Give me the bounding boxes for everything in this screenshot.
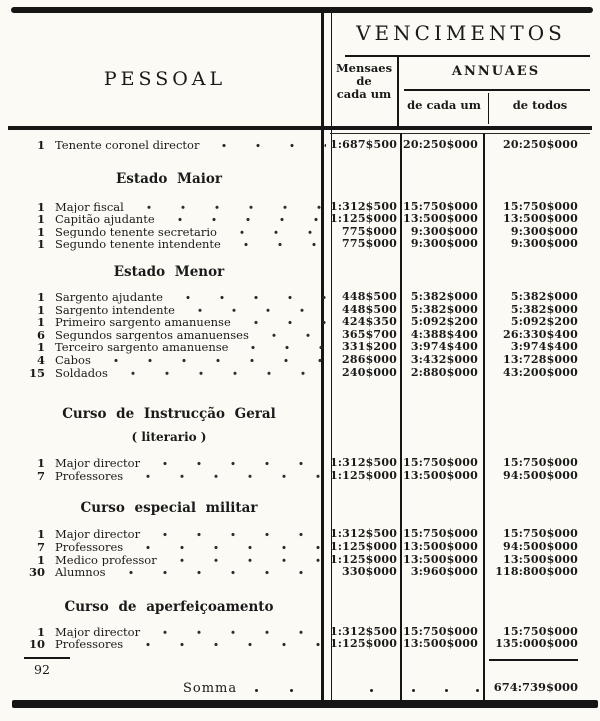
monthly-each-value: 365$700 [342, 327, 397, 341]
leader-dots [114, 566, 326, 579]
row-quantity: 30 [28, 565, 45, 580]
annual-each-value: 9:300$000 [410, 224, 478, 238]
table-row [8, 226, 592, 239]
monthly-each-value: 775$000 [342, 224, 397, 238]
row-title-text: Medico professor [55, 553, 157, 567]
table-body [8, 139, 592, 651]
table-row [8, 566, 592, 579]
mensaes-line1: Mensaes [335, 61, 393, 75]
monthly-each-value: 1:125$000 [330, 468, 398, 482]
personnel-total-count: 92 [34, 662, 50, 677]
monthly-each-value: 1:125$000 [330, 539, 398, 553]
leader-dots [171, 291, 326, 304]
table-row [8, 354, 592, 367]
table-row [8, 541, 592, 554]
monthly-each-value: 775$000 [342, 237, 397, 251]
table-row [8, 139, 592, 152]
row-title-text: Professores [55, 638, 124, 651]
section-subheading: ( literario ) [131, 430, 207, 445]
annual-all-value: 26:330$400 [503, 327, 578, 341]
section-heading: Estado Maior [116, 170, 222, 187]
leader-dots [148, 457, 326, 470]
annual-each-value: 15:750$000 [403, 527, 478, 541]
annual-all-value: 94:500$000 [503, 468, 578, 482]
table-section [8, 172, 592, 251]
row-title [48, 291, 330, 304]
leader-dot [290, 689, 293, 692]
table-section [8, 501, 592, 578]
row-quantity: 1 [36, 237, 45, 252]
table-section [8, 265, 592, 379]
row-title-text: Terceiro sargento amanuense [55, 341, 229, 354]
annual-all-value: 5:382$000 [510, 289, 578, 303]
row-quantity: 7 [36, 539, 45, 554]
annuaes-underline-rule [404, 89, 590, 91]
row-title-text: Major director [55, 457, 141, 470]
row-quantity: 1 [36, 289, 45, 304]
row-quantity: 1 [36, 302, 45, 317]
grand-total-rule [489, 659, 578, 661]
annual-all-value: 118:800$000 [495, 565, 578, 579]
section-heading: Curso especial militar [80, 500, 258, 517]
annual-each-value: 15:750$000 [403, 624, 478, 638]
monthly-each-value: 1:125$000 [330, 552, 398, 566]
leader-dots [225, 226, 326, 239]
row-quantity: 10 [28, 637, 45, 652]
table-row [8, 238, 592, 251]
annual-each-value: 13:500$000 [403, 539, 478, 553]
monthly-each-value: 448$500 [342, 302, 397, 316]
annual-each-value: 5:382$000 [410, 289, 478, 303]
annual-all-value: 13:500$000 [503, 552, 578, 566]
count-total-rule [24, 657, 70, 659]
row-quantity: 1 [36, 456, 45, 471]
section-rows [8, 626, 592, 651]
row-title-text: Sargento ajudante [55, 290, 163, 304]
section-heading: Curso de Instrucção Geral [62, 406, 276, 423]
leader-dot [412, 689, 415, 692]
row-quantity: 1 [36, 624, 45, 639]
row-title [48, 528, 330, 541]
leader-dots [132, 201, 326, 214]
annual-each-value: 13:500$000 [403, 468, 478, 482]
leader-dots [183, 304, 326, 317]
annual-all-value: 15:750$000 [503, 527, 578, 541]
row-quantity: 1 [36, 224, 45, 239]
row-quantity: 7 [36, 468, 45, 483]
annual-all-value: 13:500$000 [503, 212, 578, 226]
row-title [48, 213, 330, 226]
vencimentos-header: VENCIMENTOS [356, 21, 566, 45]
header-bottom-rule [8, 126, 592, 130]
annual-all-value: 3:974$400 [510, 340, 578, 354]
row-title [48, 201, 330, 214]
annual-all-value: 20:250$000 [503, 138, 578, 151]
leader-dots [131, 638, 326, 651]
row-title [48, 541, 330, 554]
table-row [8, 367, 592, 380]
leader-dots [148, 626, 326, 639]
annual-all-value: 5:382$000 [510, 302, 578, 316]
annual-each-value: 13:500$000 [403, 212, 478, 226]
row-title [48, 226, 330, 239]
header-bottom-thin-rule [330, 133, 590, 134]
leader-dots [165, 554, 326, 567]
table-row [8, 470, 592, 483]
monthly-each-value: 1:312$500 [330, 199, 398, 213]
section-heading: Curso de aperfeiçoamento [64, 598, 274, 615]
row-title [48, 354, 330, 367]
row-quantity: 6 [36, 327, 45, 342]
row-title-text: Alumnos [55, 566, 106, 579]
row-title-text: Primeiro sargento amanuense [55, 316, 231, 329]
row-title [48, 470, 330, 483]
row-title-text: Sargento intendente [55, 303, 175, 317]
annual-all-value: 9:300$000 [510, 237, 578, 251]
annual-each-value: 3:432$000 [410, 352, 478, 366]
somma-label: Somma [183, 681, 238, 696]
annual-all-value: 5:092$200 [510, 315, 578, 329]
row-quantity: 4 [36, 352, 45, 367]
table-section [8, 600, 592, 651]
monthly-each-value: 1:312$500 [330, 527, 398, 541]
annual-each-value: 13:500$000 [403, 552, 478, 566]
row-title-text: Professores [55, 469, 124, 483]
row-quantity: 1 [36, 138, 45, 152]
annual-each-value: 4:388$400 [410, 327, 478, 341]
row-title-text: Segundo tenente intendente [55, 238, 221, 251]
monthly-each-value: 240$000 [342, 365, 397, 379]
leader-dots [148, 528, 326, 541]
table-row [8, 304, 592, 317]
grand-total-value: 674:739$000 [493, 680, 578, 694]
row-title-text: Segundos sargentos amanuenses [55, 328, 249, 342]
monthly-each-value: 1:125$000 [330, 212, 398, 226]
monthly-each-value: 1:125$000 [330, 637, 398, 651]
leader-dots [131, 470, 326, 483]
section-heading: Estado Menor [113, 263, 225, 280]
row-title [48, 329, 330, 342]
row-title-text: Major director [55, 625, 141, 639]
table-section [8, 407, 592, 482]
row-title [48, 457, 330, 470]
row-title [48, 554, 330, 567]
mensaes-line2: de [356, 74, 372, 88]
row-quantity: 1 [36, 340, 45, 355]
annual-each-column-header: de cada um [407, 98, 481, 112]
annual-all-value: 135:000$000 [495, 637, 578, 651]
table-row [8, 316, 592, 329]
row-quantity: 1 [36, 315, 45, 330]
section-rows [8, 201, 592, 251]
row-quantity: 1 [36, 199, 45, 214]
vencimentos-underline-rule [345, 55, 590, 57]
bottom-border-rule [12, 700, 598, 708]
row-title [48, 367, 330, 380]
section-rows [8, 457, 592, 482]
annual-each-value: 3:960$000 [410, 565, 478, 579]
table-row [8, 213, 592, 226]
leader-dots [131, 541, 326, 554]
row-title [48, 316, 330, 329]
annual-each-value: 20:250$000 [403, 138, 478, 151]
table-row [8, 329, 592, 342]
annual-all-value: 43:200$000 [503, 365, 578, 379]
table-section [8, 139, 592, 152]
leader-dots [207, 139, 326, 152]
row-title [48, 566, 330, 579]
annual-all-value: 15:750$000 [503, 456, 578, 470]
monthly-each-value: 424$350 [342, 315, 397, 329]
table-row [8, 291, 592, 304]
monthly-each-value: 286$000 [342, 352, 397, 366]
row-title [48, 638, 330, 651]
annual-all-value: 9:300$000 [510, 224, 578, 238]
mensaes-line3: cada um [336, 87, 392, 101]
leader-dots [257, 329, 326, 342]
monthly-each-value: 448$500 [342, 289, 397, 303]
annual-all-value: 15:750$000 [503, 624, 578, 638]
row-title [48, 304, 330, 317]
leader-dot [255, 689, 258, 692]
row-title-text: Capitão ajudante [55, 213, 155, 226]
leader-dot [445, 689, 448, 692]
annual-all-value: 94:500$000 [503, 539, 578, 553]
annual-each-value: 13:500$000 [403, 637, 478, 651]
table-row [8, 457, 592, 470]
row-title-text: Tenente coronel director [55, 139, 200, 152]
pessoal-column-header: PESSOAL [103, 68, 227, 90]
row-title-text: Professores [55, 540, 124, 554]
row-quantity: 15 [28, 365, 45, 380]
row-quantity: 1 [36, 552, 45, 567]
row-title [48, 238, 330, 251]
row-quantity: 1 [36, 527, 45, 542]
row-title-text: Major director [55, 528, 141, 541]
annual-each-value: 15:750$000 [403, 199, 478, 213]
leader-dots [99, 354, 326, 367]
row-title-text: Major fiscal [55, 200, 124, 214]
annuaes-group-header: ANNUAES [451, 64, 541, 79]
row-title [48, 139, 330, 152]
monthly-each-value: 1:312$500 [330, 624, 398, 638]
section-rows [8, 528, 592, 578]
monthly-each-value: 1:312$500 [330, 456, 398, 470]
top-border-rule [11, 7, 593, 13]
row-title-text: Cabos [55, 353, 91, 367]
row-title [48, 626, 330, 639]
annual-each-value: 9:300$000 [410, 237, 478, 251]
leader-dots [116, 367, 326, 380]
annual-each-value: 5:092$200 [410, 315, 478, 329]
mensaes-column-header [330, 62, 398, 101]
annual-all-value: 15:750$000 [503, 199, 578, 213]
row-title-text: Soldados [55, 366, 108, 380]
leader-dots [163, 213, 326, 226]
section-rows [8, 291, 592, 379]
annual-each-value: 15:750$000 [403, 456, 478, 470]
leader-dot [370, 689, 373, 692]
annual-each-value: 2:880$000 [410, 365, 478, 379]
annual-each-value: 3:974$400 [410, 340, 478, 354]
annual-all-value: 13:728$000 [503, 352, 578, 366]
monthly-each-value: 330$000 [342, 565, 397, 579]
row-quantity: 1 [36, 212, 45, 227]
monthly-each-value: 331$200 [342, 340, 397, 354]
row-title [48, 341, 330, 354]
table-row [8, 638, 592, 651]
row-title-text: Segundo tenente secretario [55, 225, 217, 239]
leader-dots [229, 238, 326, 251]
section-rows [8, 139, 592, 152]
annual-all-column-header: de todos [512, 98, 568, 112]
leader-dots [239, 316, 326, 329]
leader-dots [236, 341, 326, 354]
annual-each-value: 5:382$000 [410, 302, 478, 316]
monthly-each-value: 1:687$500 [330, 138, 398, 151]
